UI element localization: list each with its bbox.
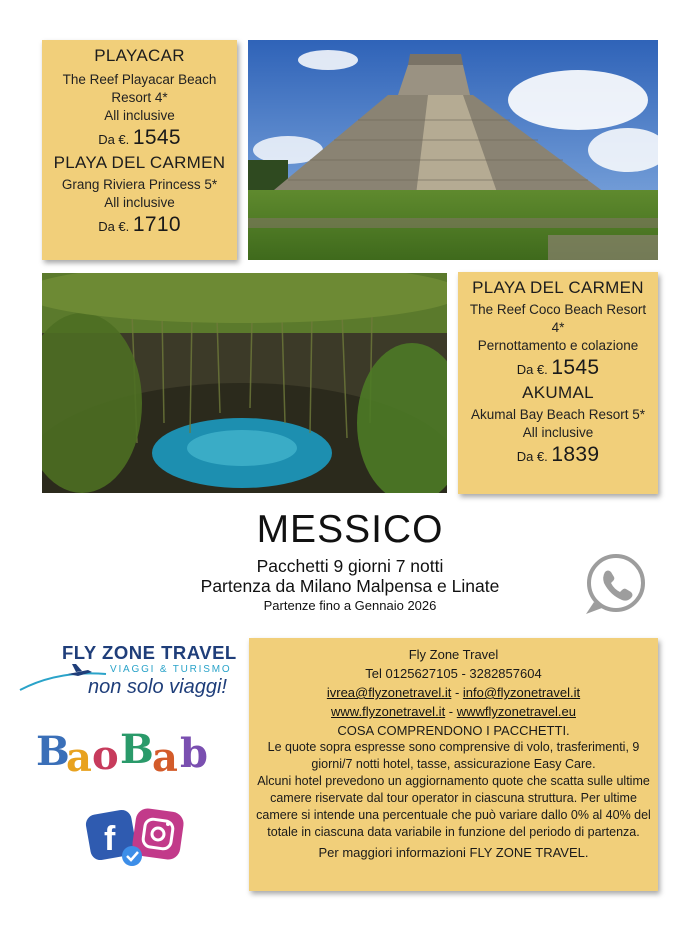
logo-subtitle: VIAGGI & TURISMO (110, 664, 232, 675)
destination-title: PLAYA DEL CARMEN (53, 153, 226, 172)
price-prefix: Da €. (98, 132, 130, 147)
departure-airports: Partenza da Milano Malpensa e Linate (200, 576, 500, 596)
departure-period: Partenze fino a Gennaio 2026 (263, 598, 437, 613)
website-line (255, 703, 652, 720)
whatsapp-icon[interactable] (580, 550, 650, 620)
price-row (458, 355, 658, 383)
pyramid-photo (248, 40, 658, 260)
hotel-name-line1: The Reef Playacar Beach (62, 72, 217, 87)
destination-title: PLAYA DEL CARMEN (472, 278, 644, 297)
social-icons (84, 806, 194, 868)
logo-letter: B (120, 726, 154, 773)
logo-letter: a (152, 734, 178, 781)
price-row (42, 125, 237, 153)
hotel-name-line2: Resort 4* (111, 90, 168, 105)
page-title: MESSICO (256, 508, 444, 551)
logo-title: FLY ZONE TRAVEL (62, 642, 237, 663)
board-type: All inclusive (104, 108, 175, 123)
company-name: Fly Zone Travel (408, 647, 499, 662)
verified-badge-icon (122, 846, 142, 866)
price-prefix: Da €. (516, 362, 548, 377)
price-value: 1839 (551, 443, 600, 466)
price-row (458, 442, 658, 470)
price-value: 1545 (132, 126, 181, 149)
hotel-name-line2: 4* (551, 320, 565, 335)
separator: - (445, 704, 457, 719)
more-info-text: Per maggiori informazioni FLY ZONE TRAVEL. (318, 845, 589, 860)
pricing-note-text: Alcuni hotel prevedono un aggiornamento quote che scatta sulle ultime camere riservate dal tour operator in ciascuna struttura. Per ultime camere si intende una percentuale che può variare dallo 0% al 40% del totale in ciascuna data variabile in funzione del periodo di partenza. (256, 774, 651, 839)
logo-letter: a (66, 734, 92, 781)
section-title: COSA COMPRENDONO I PACCHETTI. (337, 723, 570, 738)
offer-box-playa-del-carmen (458, 272, 658, 494)
separator: - (451, 685, 463, 700)
logo-letter: B (36, 728, 70, 775)
price-prefix: Da €. (516, 449, 548, 464)
destination-title: PLAYACAR (94, 46, 185, 65)
email-link-info[interactable]: info@flyzonetravel.it (462, 685, 581, 700)
logo-letter: b (180, 730, 208, 777)
hotel-name: Akumal Bay Beach Resort 5* (470, 407, 646, 422)
website-link-it[interactable]: www.flyzonetravel.it (331, 704, 446, 719)
hotel-name: Grang Riviera Princess 5* (61, 177, 218, 192)
email-line (255, 684, 652, 701)
logo-tagline: non solo viaggi! (88, 676, 227, 698)
contact-info-box (249, 638, 658, 891)
airplane-icon (18, 660, 108, 700)
logo-letter: o (92, 732, 119, 779)
board-type: Pernottamento e colazione (477, 338, 639, 353)
package-includes-text: Le quote sopra espresse sono comprensive di volo, trasferimenti, 9 giorni/7 notti hotel, tasse, assicurazione Easy Care. (267, 740, 640, 771)
package-duration: Pacchetti 9 giorni 7 notti (256, 556, 444, 576)
offer-box-playacar (42, 40, 237, 260)
price-prefix: Da €. (98, 219, 130, 234)
price-value: 1545 (551, 356, 600, 379)
price-value: 1710 (132, 213, 181, 236)
fly-zone-travel-logo (18, 642, 240, 712)
email-link-ivrea[interactable]: ivrea@flyzonetravel.it (326, 685, 452, 700)
baobab-logo (36, 726, 236, 781)
svg-text:f: f (104, 820, 116, 858)
hotel-name-line1: The Reef Coco Beach Resort (469, 302, 647, 317)
price-row (42, 212, 237, 240)
cenote-photo (42, 273, 447, 493)
phone-numbers: Tel 0125627105 - 3282857604 (365, 666, 542, 681)
board-type: All inclusive (104, 195, 175, 210)
website-link-eu[interactable]: wwwflyzonetravel.eu (456, 704, 576, 719)
destination-title: AKUMAL (522, 383, 594, 402)
board-type: All inclusive (522, 425, 594, 440)
